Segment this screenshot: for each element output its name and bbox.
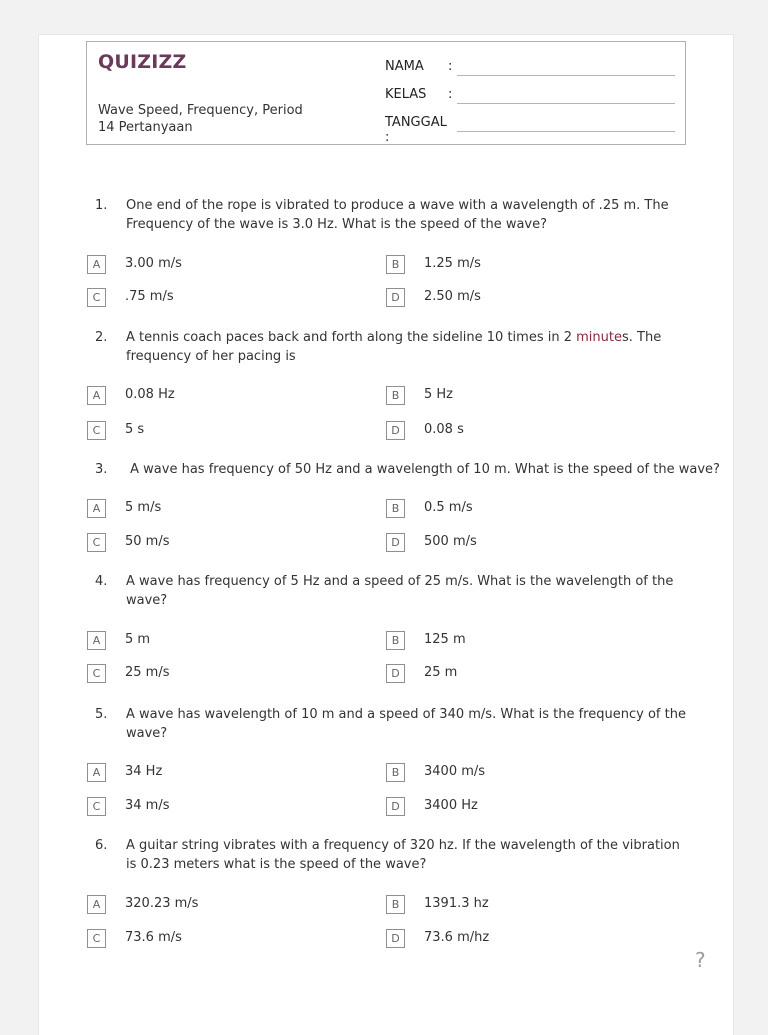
option-letter-box: B (386, 386, 405, 405)
name-label: NAMA (385, 59, 424, 74)
option-value: 25 m (424, 665, 458, 680)
option-letter-box: C (87, 664, 106, 683)
option-value: 125 m (424, 632, 466, 647)
option-letter-box: A (87, 895, 106, 914)
question-text (126, 328, 686, 366)
option-value: 34 m/s (125, 798, 170, 813)
option-letter-box: D (386, 288, 405, 307)
question-text: A wave has wavelength of 10 m and a speed of 340 m/s. What is the frequency of the wave? (126, 707, 686, 741)
date-label: TANGGAL : (385, 115, 447, 145)
option-letter-box: B (386, 895, 405, 914)
option-letter-box: C (87, 533, 106, 552)
class-colon: : (448, 87, 453, 102)
question-number: 4. (95, 574, 108, 589)
option-letter-box: D (386, 929, 405, 948)
option-letter-box: C (87, 929, 106, 948)
option-letter-box: B (386, 631, 405, 650)
option-letter-box: A (87, 255, 106, 274)
question-text: A wave has frequency of 5 Hz and a speed of 25 m/s. What is the wavelength of the wave? (126, 574, 674, 608)
question-text-part: s. The frequency of her pacing is (126, 330, 662, 364)
option-value: 5 m (125, 632, 151, 647)
option-value: 5 Hz (424, 387, 454, 402)
highlighted-word: minute (576, 330, 622, 345)
option-letter-box: B (386, 255, 405, 274)
class-field (385, 87, 453, 102)
class-line (457, 103, 675, 104)
name-line (457, 75, 675, 76)
option-letter-box: D (386, 664, 405, 683)
option-value: 500 m/s (424, 534, 477, 549)
question-number: 1. (95, 198, 108, 213)
option-value: 320.23 m/s (125, 896, 199, 911)
option-letter-box: A (87, 499, 106, 518)
option-value: 73.6 m/hz (424, 930, 490, 945)
question-text: One end of the rope is vibrated to produce a wave with a wavelength of .25 m. The Frequency of the wave is 3.0 Hz. What is the speed of the wave? (126, 198, 669, 232)
option-value: 1.25 m/s (424, 256, 481, 271)
question-number: 6. (95, 838, 108, 853)
option-value: 3400 Hz (424, 798, 478, 813)
worksheet-header (86, 41, 686, 145)
option-letter-box: A (87, 763, 106, 782)
option-letter-box: A (87, 631, 106, 650)
class-label: KELAS (385, 87, 427, 102)
option-letter-box: D (386, 421, 405, 440)
option-value: 0.08 Hz (125, 387, 175, 402)
option-value: 5 m/s (125, 500, 162, 515)
option-letter-box: C (87, 797, 106, 816)
option-value: 25 m/s (125, 665, 170, 680)
option-letter-box: B (386, 763, 405, 782)
option-letter-box: D (386, 797, 405, 816)
question-number: 2. (95, 330, 108, 345)
quizizz-logo: QUIZIZZ (98, 51, 187, 73)
question-number: 3. (95, 462, 108, 477)
option-value: 2.50 m/s (424, 289, 481, 304)
option-value: 0.5 m/s (424, 500, 473, 515)
option-value: 34 Hz (125, 764, 163, 779)
option-value: 50 m/s (125, 534, 170, 549)
name-field (385, 59, 453, 74)
option-letter-box: D (386, 533, 405, 552)
question-text: A wave has frequency of 50 Hz and a wavelength of 10 m. What is the speed of the wave? (126, 462, 720, 477)
option-letter-box: C (87, 288, 106, 307)
option-letter-box: B (386, 499, 405, 518)
question-text-part: A tennis coach paces back and forth along the sideline 10 times in 2 (126, 330, 577, 345)
option-value: 5 s (125, 422, 145, 437)
question-text: A guitar string vibrates with a frequency of 320 hz. If the wavelength of the vibration is 0.23 meters what is the speed of the wave? (126, 838, 680, 872)
option-value: 73.6 m/s (125, 930, 182, 945)
question-count: 14 Pertanyaan (98, 120, 193, 135)
name-colon: : (448, 59, 453, 74)
option-value: 0.08 s (424, 422, 464, 437)
help-icon[interactable]: ? (695, 948, 706, 972)
date-line (457, 131, 675, 132)
option-value: 1391.3 hz (424, 896, 489, 911)
quiz-title: Wave Speed, Frequency, Period (98, 103, 303, 118)
option-letter-box: A (87, 386, 106, 405)
question-number: 5. (95, 707, 108, 722)
option-value: 3400 m/s (424, 764, 486, 779)
option-letter-box: C (87, 421, 106, 440)
date-field (385, 115, 447, 145)
option-value: .75 m/s (125, 289, 174, 304)
option-value: 3.00 m/s (125, 256, 182, 271)
